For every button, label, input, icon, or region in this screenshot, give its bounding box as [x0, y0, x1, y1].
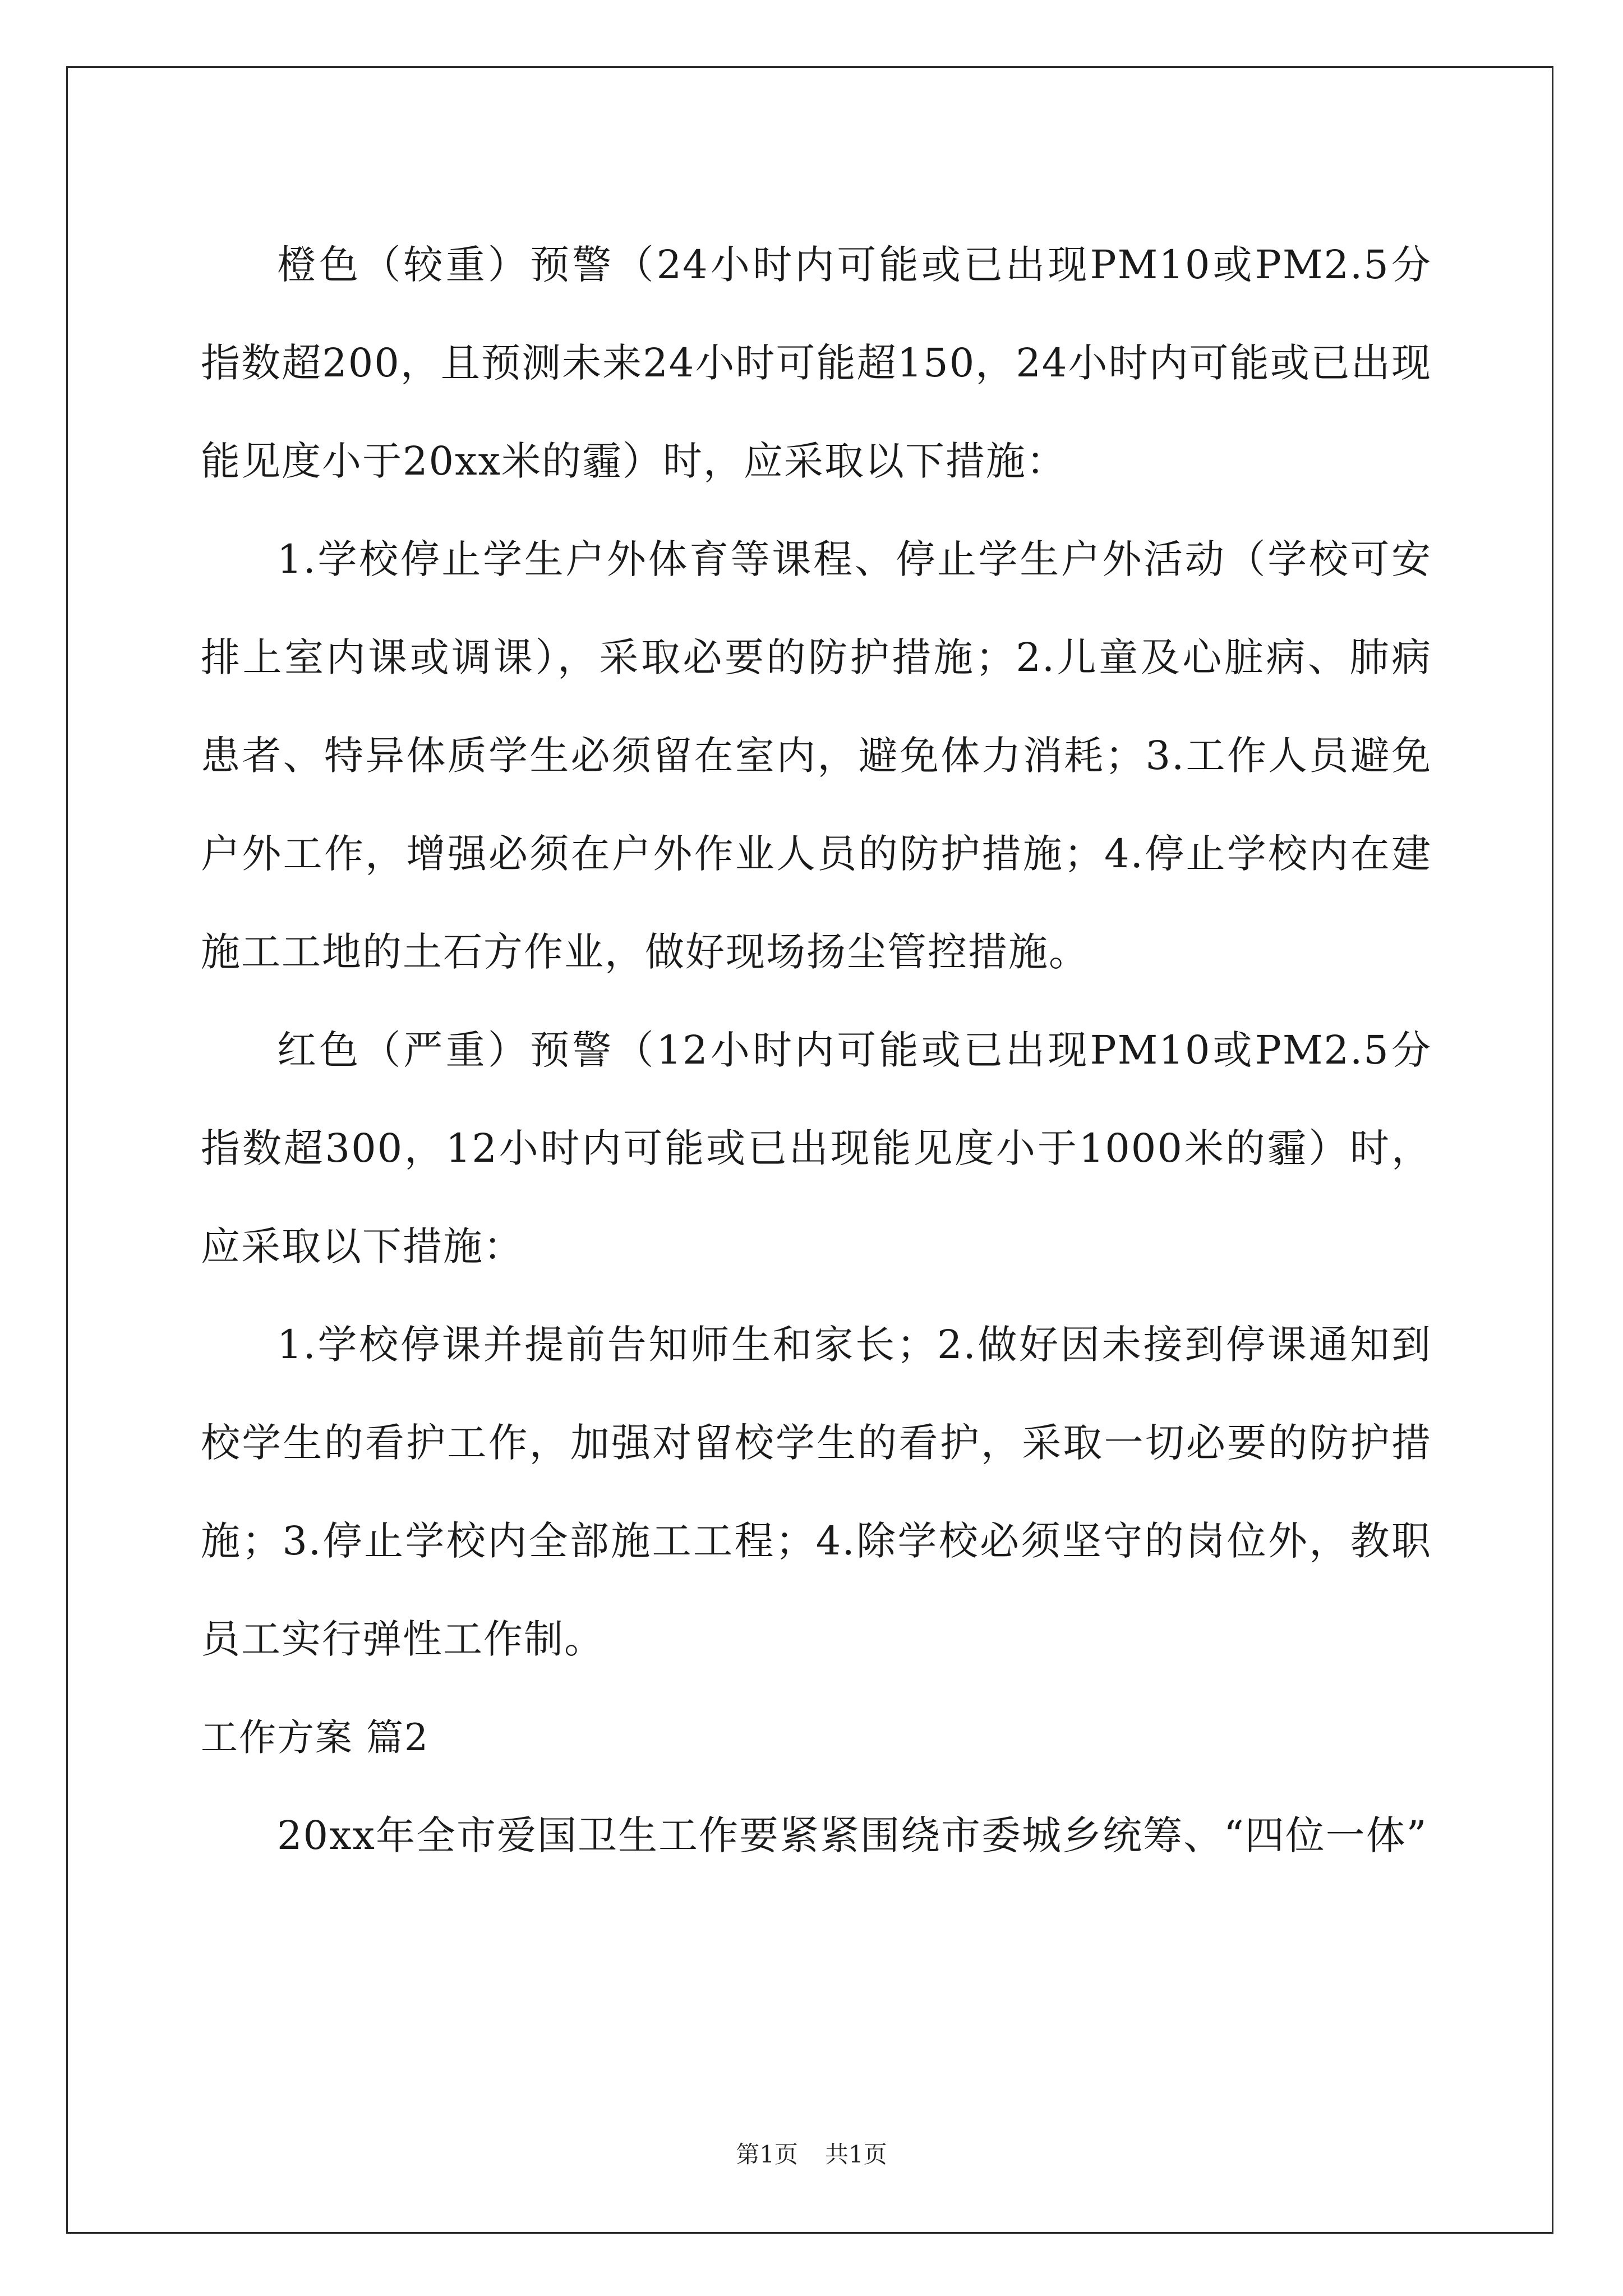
page-footer: [0, 2136, 1623, 2170]
section-heading: 工作方案 篇2: [201, 1716, 429, 1759]
paragraph-red-measures: 1.学校停课并提前告知师生和家长；2.做好因未接到停课通知到校学生的看护工作，加强对留校学生的看护，采取一切必要的防护措施；3.停止学校内全部施工工程；4.除学校必须坚守的岗位外，教职员工实行弹性工作制。: [201, 1322, 1432, 1662]
paragraph-red-warning: 红色（严重）预警（12小时内可能或已出现PM10或PM2.5分指数超300，12小时内可能或已出现能见度小于1000米的霾）时，应采取以下措施：: [201, 1027, 1432, 1269]
page-number: 第1页: [736, 2141, 798, 2168]
page-total: 共1页: [825, 2141, 887, 2168]
paragraph-last: 20xx年全市爱国卫生工作要紧紧围绕市委城乡统筹、“四位一体”: [277, 1812, 1428, 1858]
document-body: [201, 216, 1432, 1885]
paragraph-orange-warning: 橙色（较重）预警（24小时内可能或已出现PM10或PM2.5分指数超200，且预测未来24小时可能超150，24小时内可能或已出现能见度小于20xx米的霾）时，应采取以下措施：: [201, 242, 1432, 484]
paragraph-orange-measures: 1.学校停止学生户外体育等课程、停止学生户外活动（学校可安排上室内课或调课），采取必要的防护措施；2.儿童及心脏病、肺病患者、特异体质学生必须留在室内，避免体力消耗；3.工作人员避免户外工作，增强必须在户外作业人员的防护措施；4.停止学校内在建施工工地的土石方作业，做好现场扬尘管控措施。: [201, 536, 1432, 975]
